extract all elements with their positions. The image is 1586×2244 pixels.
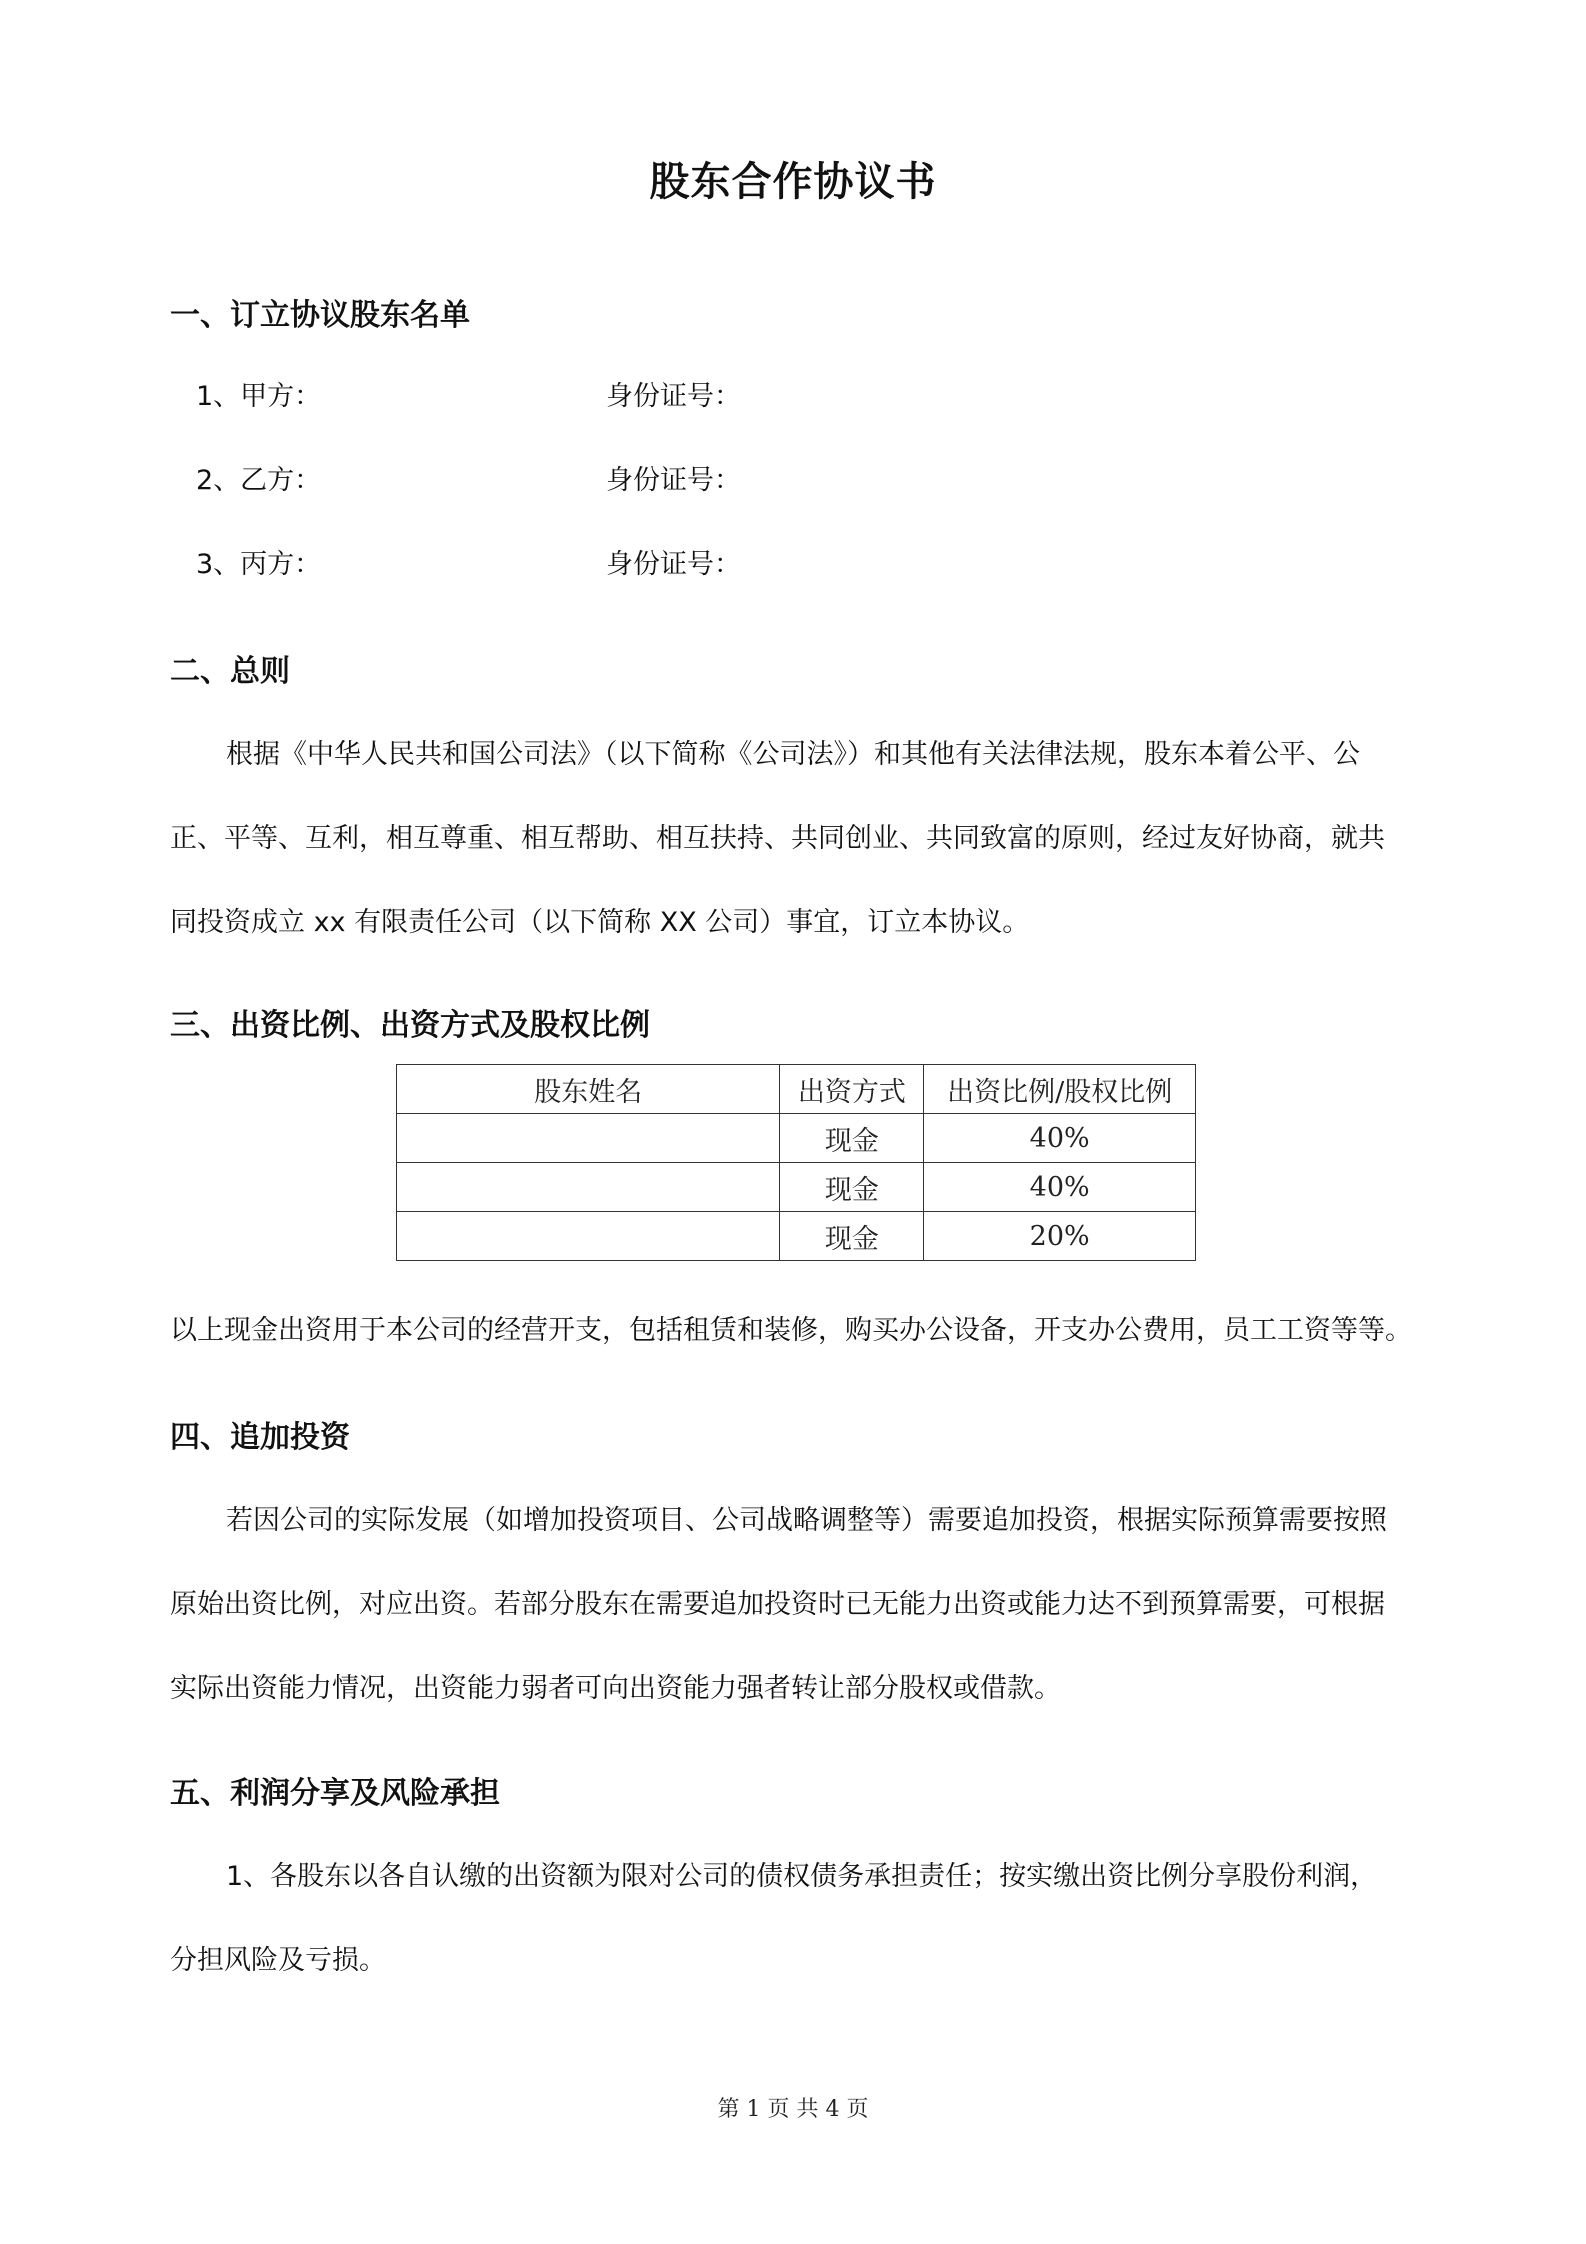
header-shareholder-name: 股东姓名 <box>397 1065 780 1114</box>
document-title: 股东合作协议书 <box>649 159 937 205</box>
investment-paragraph-line-1: 若因公司的实际发展（如增加投资项目、公司战略调整等）需要追加投资，根据实际预算需要按照 <box>226 1505 1387 1536</box>
cell-contribution-method: 现金 <box>780 1163 924 1212</box>
section-4-heading: 四、追加投资 <box>170 1420 350 1455</box>
section-5-heading: 五、利润分享及风险承担 <box>170 1776 500 1811</box>
cash-usage-note: 以上现金出资用于本公司的经营开支，包括租赁和装修，购买办公设备，开支办公费用，员工工资等等。 <box>170 1315 1412 1346</box>
table-header-row <box>397 1065 1196 1114</box>
section-1-heading: 一、订立协议股东名单 <box>170 298 470 333</box>
cell-contribution-ratio: 20% <box>924 1212 1196 1261</box>
section-2-heading: 二、总则 <box>170 654 290 689</box>
party-b-label: 2、乙方： <box>196 465 322 496</box>
cell-contribution-ratio: 40% <box>924 1163 1196 1212</box>
cell-shareholder-name <box>397 1114 780 1163</box>
cell-contribution-method: 现金 <box>780 1114 924 1163</box>
general-paragraph-line-2: 正、平等、互利，相互尊重、相互帮助、相互扶持、共同创业、共同致富的原则，经过友好协商，就共 <box>170 823 1385 854</box>
party-b-id-label: 身份证号： <box>606 465 741 496</box>
general-paragraph-line-3: 同投资成立 xx 有限责任公司（以下简称 XX 公司）事宜，订立本协议。 <box>170 907 1030 938</box>
shareholding-table <box>396 1064 1196 1261</box>
general-paragraph-line-1: 根据《中华人民共和国公司法》（以下简称《公司法》）和其他有关法律法规，股东本着公平、公 <box>226 739 1360 770</box>
party-a-id-label: 身份证号： <box>606 381 741 412</box>
table-row <box>397 1163 1196 1212</box>
party-c-label: 3、丙方： <box>196 549 322 580</box>
cell-contribution-method: 现金 <box>780 1212 924 1261</box>
profit-paragraph-line-2: 分担风险及亏损。 <box>170 1945 386 1976</box>
party-c-id-label: 身份证号： <box>606 549 741 580</box>
cell-contribution-ratio: 40% <box>924 1114 1196 1163</box>
investment-paragraph-line-2: 原始出资比例，对应出资。若部分股东在需要追加投资时已无能力出资或能力达不到预算需要，可根据 <box>170 1589 1385 1620</box>
header-contribution-method: 出资方式 <box>780 1065 924 1114</box>
section-3-heading: 三、出资比例、出资方式及股权比例 <box>170 1008 650 1043</box>
page-footer: 第 1 页 共 4 页 <box>717 2097 869 2122</box>
cell-shareholder-name <box>397 1163 780 1212</box>
party-a-label: 1、甲方： <box>196 381 322 412</box>
header-contribution-ratio: 出资比例/股权比例 <box>924 1065 1196 1114</box>
table-row <box>397 1114 1196 1163</box>
profit-paragraph-line-1: 1、各股东以各自认缴的出资额为限对公司的债权债务承担责任；按实缴出资比例分享股份利润， <box>226 1861 1378 1892</box>
table-row <box>397 1212 1196 1261</box>
cell-shareholder-name <box>397 1212 780 1261</box>
investment-paragraph-line-3: 实际出资能力情况，出资能力弱者可向出资能力强者转让部分股权或借款。 <box>170 1673 1061 1704</box>
